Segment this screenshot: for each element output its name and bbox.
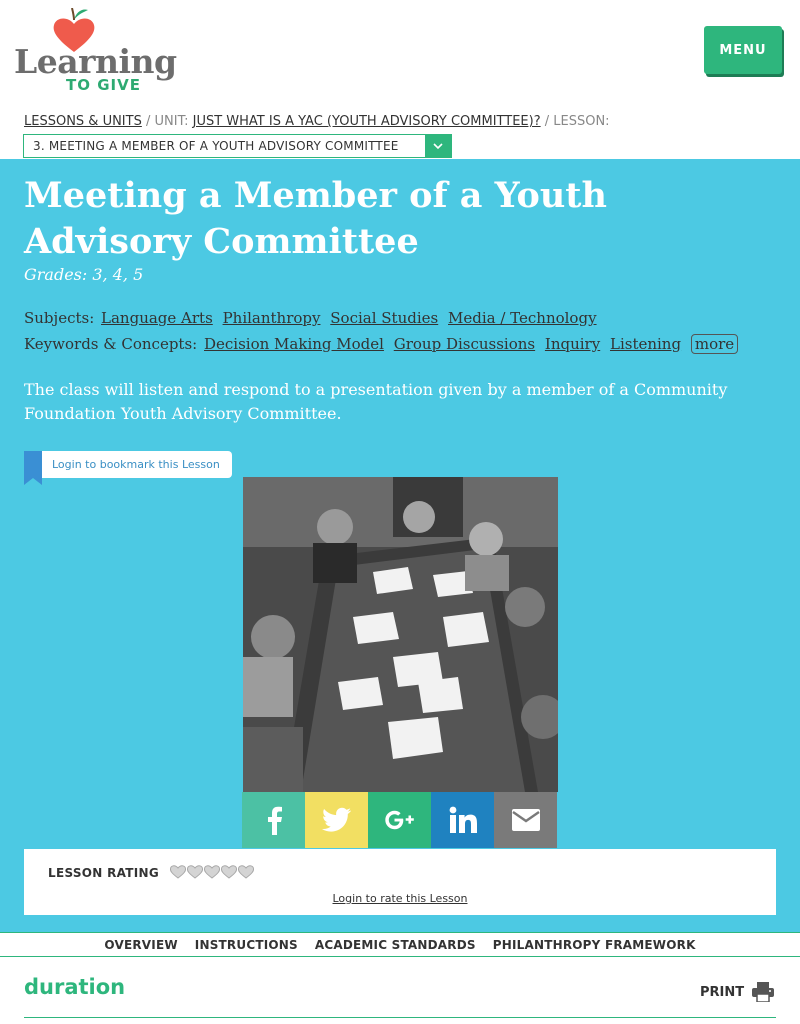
- lesson-rating-panel: [24, 849, 776, 915]
- lesson-description: The class will listen and respond to a presentation given by a member of a Community Foundation Youth Advisory Committee.: [24, 380, 728, 423]
- tab-philanthropy-framework[interactable]: PHILANTHROPY FRAMEWORK: [492, 937, 696, 952]
- keyword-link[interactable]: Decision Making Model: [204, 335, 384, 353]
- rating-heart-icon[interactable]: [204, 864, 220, 879]
- logo-wordmark: Learning: [14, 42, 177, 81]
- print-button[interactable]: [700, 982, 774, 1002]
- rating-label: LESSON RATING: [48, 866, 160, 880]
- share-email-button[interactable]: [494, 792, 557, 848]
- lesson-photo: [243, 477, 558, 792]
- more-keywords-button[interactable]: more: [691, 334, 738, 354]
- keyword-link[interactable]: Listening: [609, 335, 682, 353]
- twitter-icon: [322, 807, 352, 833]
- subject-link[interactable]: Media / Technology: [448, 309, 597, 327]
- keywords-label: Keywords & Concepts:: [24, 335, 198, 353]
- section-divider: [24, 1017, 776, 1018]
- share-google-plus-button[interactable]: [368, 792, 431, 848]
- keyword-link[interactable]: Inquiry: [544, 335, 601, 353]
- chevron-down-icon[interactable]: [425, 135, 451, 157]
- subjects-row: [24, 309, 602, 327]
- subjects-label: Subjects:: [24, 309, 95, 327]
- rating-heart-icon[interactable]: [221, 864, 237, 879]
- meeting-photo-image: [243, 477, 558, 792]
- subject-link[interactable]: Social Studies: [330, 309, 439, 327]
- lesson-select-dropdown[interactable]: [23, 134, 452, 158]
- breadcrumb-unit-prefix: / UNIT:: [145, 114, 189, 129]
- share-twitter-button[interactable]: [305, 792, 368, 848]
- bookmark-button[interactable]: [24, 451, 232, 485]
- login-to-rate-link[interactable]: Login to rate this Lesson: [332, 892, 468, 905]
- rating-heart-icon[interactable]: [170, 864, 186, 879]
- menu-button[interactable]: MENU: [704, 26, 782, 74]
- keyword-link[interactable]: Group Discussions: [393, 335, 536, 353]
- tab-overview[interactable]: OVERVIEW: [104, 937, 178, 952]
- breadcrumb: [24, 114, 610, 129]
- google-plus-icon: [385, 810, 415, 830]
- rating-hearts[interactable]: [170, 864, 255, 879]
- page-title: Meeting a Member of a Youth Advisory Committee: [24, 175, 607, 262]
- lesson-hero: [0, 159, 800, 932]
- facebook-icon: [265, 805, 283, 835]
- logo-subtitle: TO GIVE: [66, 76, 141, 94]
- email-icon: [512, 809, 540, 831]
- tab-instructions[interactable]: INSTRUCTIONS: [194, 937, 298, 952]
- lesson-tabs: [0, 932, 800, 957]
- share-linkedin-button[interactable]: [431, 792, 494, 848]
- share-bar: [242, 792, 557, 848]
- breadcrumb-lesson-prefix: / LESSON:: [544, 114, 610, 129]
- keywords-row: [24, 334, 738, 354]
- lesson-grades: Grades: 3, 4, 5: [24, 265, 144, 284]
- breadcrumb-lessons-units-link[interactable]: LESSONS & UNITS: [24, 114, 142, 129]
- breadcrumb-unit-link[interactable]: JUST WHAT IS A YAC (YOUTH ADVISORY COMMITTEE)?: [192, 114, 541, 129]
- rating-heart-icon[interactable]: [238, 864, 254, 879]
- site-logo[interactable]: [14, 6, 177, 94]
- printer-icon: [752, 982, 774, 1002]
- tab-academic-standards[interactable]: ACADEMIC STANDARDS: [314, 937, 476, 952]
- subject-link[interactable]: Philanthropy: [222, 309, 321, 327]
- bookmark-label: Login to bookmark this Lesson: [42, 451, 232, 478]
- share-facebook-button[interactable]: [242, 792, 305, 848]
- rating-heart-icon[interactable]: [187, 864, 203, 879]
- subject-link[interactable]: Language Arts: [101, 309, 213, 327]
- print-label: PRINT: [700, 984, 745, 1000]
- section-heading-duration: duration: [24, 975, 126, 999]
- linkedin-icon: [449, 806, 477, 834]
- bookmark-icon: [24, 451, 42, 485]
- lesson-select-value: 3. MEETING A MEMBER OF A YOUTH ADVISORY COMMITTEE: [33, 139, 399, 153]
